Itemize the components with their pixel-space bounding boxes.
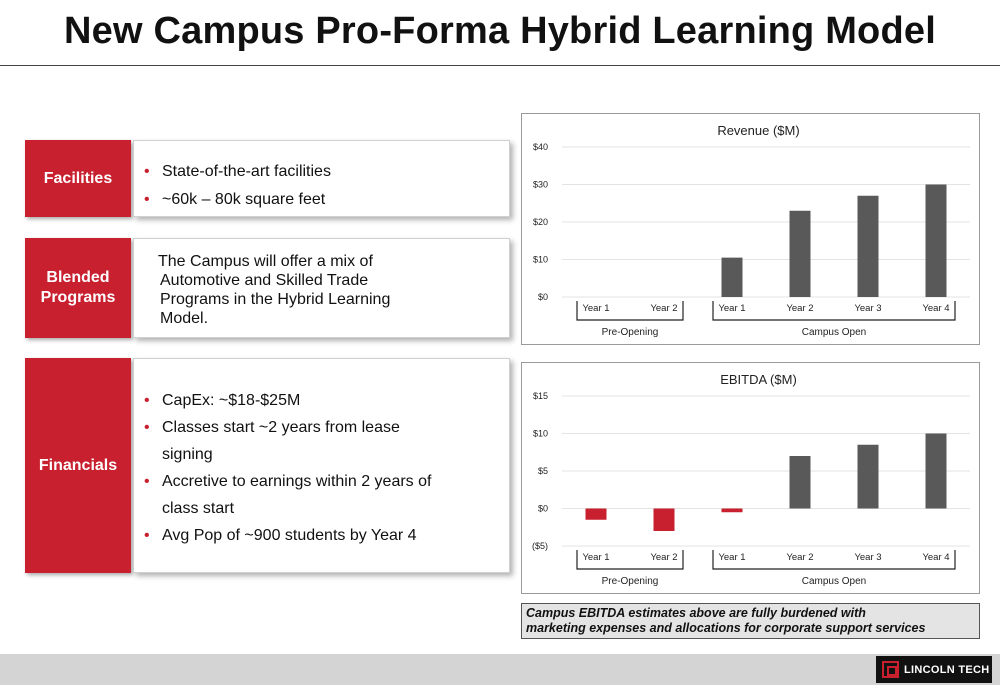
x-tick-label: Year 4 <box>922 303 950 314</box>
group-label: Pre-Opening <box>601 576 659 587</box>
ebitda-note <box>521 603 980 639</box>
x-tick-label: Year 4 <box>922 552 950 563</box>
blended-label-line2: Programs <box>40 289 116 306</box>
y-tick-label: $10 <box>532 254 548 265</box>
ebitda-chart-panel <box>521 362 980 594</box>
lincoln-tech-logo <box>876 656 992 683</box>
logo-text: LINCOLN TECH <box>904 663 990 676</box>
bullet-item: • Classes start ~2 years from lease <box>134 414 509 441</box>
text-line: Model. <box>160 310 209 327</box>
bar <box>926 185 947 298</box>
group-bracket <box>713 301 955 320</box>
note-line2: marketing expenses and allocations for corporate support services <box>526 621 926 635</box>
bar <box>926 434 947 509</box>
y-tick-label: $5 <box>537 466 548 476</box>
bullet-item: • CapEx: ~$18-$25M <box>134 387 509 414</box>
x-tick-label: Year 1 <box>718 303 746 314</box>
y-tick-label: $30 <box>532 179 548 190</box>
x-tick-label: Year 1 <box>718 552 746 563</box>
y-tick-label: ($5) <box>531 541 548 551</box>
blended-programs-row <box>25 238 510 338</box>
note-line1: Campus EBITDA estimates above are fully burdened with <box>526 606 866 620</box>
text-line: Automotive and Skilled Trade <box>160 272 369 289</box>
y-tick-label: $40 <box>532 142 548 152</box>
x-tick-label: Year 3 <box>854 303 882 314</box>
y-tick-label: $10 <box>532 428 548 439</box>
title-bar <box>0 0 1000 66</box>
ebitda-chart <box>522 363 979 593</box>
blended-programs-label <box>25 238 131 338</box>
x-tick-label: Year 2 <box>786 303 814 314</box>
bar <box>722 258 743 297</box>
group-label: Pre-Opening <box>601 327 659 338</box>
chart-title: EBITDA ($M) <box>720 372 797 387</box>
y-tick-label: $0 <box>537 503 548 514</box>
bar <box>858 445 879 509</box>
lincoln-tech-logo-icon <box>882 661 899 678</box>
financials-label: Financials <box>25 358 131 573</box>
bar <box>654 509 675 532</box>
financials-content <box>133 358 510 573</box>
revenue-chart <box>522 114 979 344</box>
revenue-chart-panel <box>521 113 980 345</box>
x-tick-label: Year 2 <box>786 552 814 563</box>
bullet-item: • Avg Pop of ~900 students by Year 4 <box>134 522 509 549</box>
bullet-item: • Accretive to earnings within 2 years of <box>134 468 509 495</box>
financials-row <box>25 358 510 573</box>
bar <box>790 211 811 297</box>
chart-title: Revenue ($M) <box>717 123 800 138</box>
group-label: Campus Open <box>801 327 867 338</box>
blended-label-line1: Blended <box>46 269 110 286</box>
y-tick-label: $15 <box>532 391 548 401</box>
footer-bar <box>0 654 1000 685</box>
bar <box>790 456 811 509</box>
blended-programs-content <box>133 238 510 338</box>
blended-programs-text <box>134 239 509 328</box>
text-line: Programs in the Hybrid Learning <box>160 291 391 308</box>
x-tick-label: Year 1 <box>582 303 610 314</box>
x-tick-label: Year 2 <box>650 552 678 563</box>
group-label: Campus Open <box>801 576 867 587</box>
bullet-item: • State-of-the-art facilities <box>134 158 509 186</box>
bullet-continuation: signing <box>162 446 213 463</box>
facilities-row <box>25 140 510 217</box>
bullet-continuation: class start <box>162 500 235 517</box>
x-tick-label: Year 1 <box>582 552 610 563</box>
bullet-item: • ~60k – 80k square feet <box>134 186 509 214</box>
bar <box>586 509 607 520</box>
y-tick-label: $20 <box>532 217 548 227</box>
financials-bullet-list <box>134 359 509 549</box>
y-tick-label: $0 <box>537 292 548 302</box>
facilities-bullet-list <box>134 141 509 214</box>
bar <box>858 196 879 297</box>
bar <box>722 509 743 513</box>
facilities-content <box>133 140 510 217</box>
text-line: The Campus will offer a mix of <box>158 253 373 270</box>
group-bracket <box>713 550 955 569</box>
x-tick-label: Year 3 <box>854 552 882 563</box>
x-tick-label: Year 2 <box>650 303 678 314</box>
page-title: New Campus Pro-Forma Hybrid Learning Model <box>64 10 936 52</box>
facilities-label: Facilities <box>25 140 131 217</box>
